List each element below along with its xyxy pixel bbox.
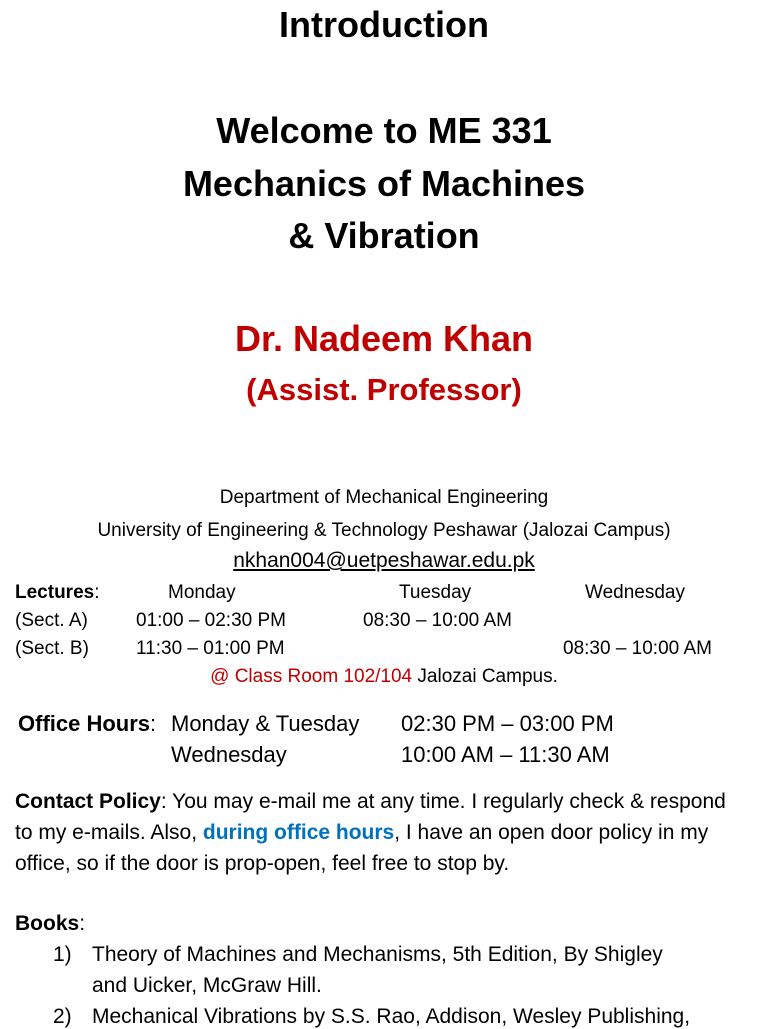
office-hours-label: Office Hours bbox=[18, 711, 151, 736]
email-link[interactable]: nkhan004@uetpeshawar.edu.pk bbox=[233, 549, 535, 572]
books-colon: : bbox=[79, 912, 86, 935]
instructor-title: (Assist. Professor) bbox=[246, 372, 522, 407]
office-hours-label-row bbox=[18, 711, 156, 737]
sect-b-monday: 11:30 – 01:00 PM bbox=[136, 638, 285, 659]
day-tuesday: Tuesday bbox=[399, 582, 472, 603]
sect-b-label: (Sect. B) bbox=[15, 638, 89, 659]
office-hours-days-2: Wednesday bbox=[171, 742, 287, 767]
books-label: Books bbox=[15, 912, 80, 935]
class-room-number: @ Class Room 102/104 bbox=[210, 666, 413, 687]
class-room bbox=[0, 666, 768, 688]
lectures-label-row bbox=[15, 582, 99, 604]
contact-policy-highlight: during office hours bbox=[202, 821, 395, 844]
contact-policy bbox=[15, 786, 735, 879]
page-title: Introduction bbox=[279, 4, 489, 45]
book-1-number: 1) bbox=[53, 943, 72, 966]
book-2-number: 2) bbox=[53, 1005, 72, 1028]
class-room-campus: Jalozai Campus. bbox=[412, 666, 558, 687]
lectures-label: Lectures bbox=[15, 582, 95, 603]
contact-policy-text-1: : You may e-mail me at any time. I regularly check & respond to my e-mails. Also, bbox=[15, 790, 726, 844]
email-row bbox=[0, 549, 768, 573]
sect-b-wednesday: 08:30 – 10:00 AM bbox=[563, 638, 712, 659]
sect-a-monday: 01:00 – 02:30 PM bbox=[136, 610, 286, 631]
course-title-line1: Mechanics of Machines bbox=[182, 163, 586, 204]
book-1-line1: Theory of Machines and Mechanisms, 5th Edition, By Shigley bbox=[92, 943, 663, 966]
course-title-line2: & Vibration bbox=[288, 215, 480, 256]
university: University of Engineering & Technology Peshawar (Jalozai Campus) bbox=[97, 520, 671, 541]
day-monday: Monday bbox=[168, 582, 236, 603]
department: Department of Mechanical Engineering bbox=[219, 487, 549, 508]
contact-policy-label: Contact Policy bbox=[15, 790, 161, 813]
book-2-line1: Mechanical Vibrations by S.S. Rao, Addison, Wesley Publishing, bbox=[92, 1005, 691, 1028]
sect-a-tuesday: 08:30 – 10:00 AM bbox=[363, 610, 512, 631]
books-label-row bbox=[15, 912, 85, 936]
office-hours-colon: : bbox=[150, 711, 157, 736]
office-hours-time-2: 10:00 AM – 11:30 AM bbox=[401, 742, 610, 767]
lectures-colon: : bbox=[94, 582, 100, 603]
contact-policy-text-2: , I have an open door policy in my office, so if the door is prop-open, feel free to stop by. bbox=[15, 821, 709, 875]
instructor-name: Dr. Nadeem Khan bbox=[234, 318, 534, 359]
book-1-line2: and Uicker, McGraw Hill. bbox=[92, 974, 322, 997]
day-wednesday: Wednesday bbox=[585, 582, 685, 603]
sect-a-label: (Sect. A) bbox=[15, 610, 88, 631]
office-hours-time-1: 02:30 PM – 03:00 PM bbox=[401, 711, 614, 736]
welcome-heading: Welcome to ME 331 bbox=[216, 110, 552, 151]
office-hours-days-1: Monday & Tuesday bbox=[171, 711, 360, 736]
